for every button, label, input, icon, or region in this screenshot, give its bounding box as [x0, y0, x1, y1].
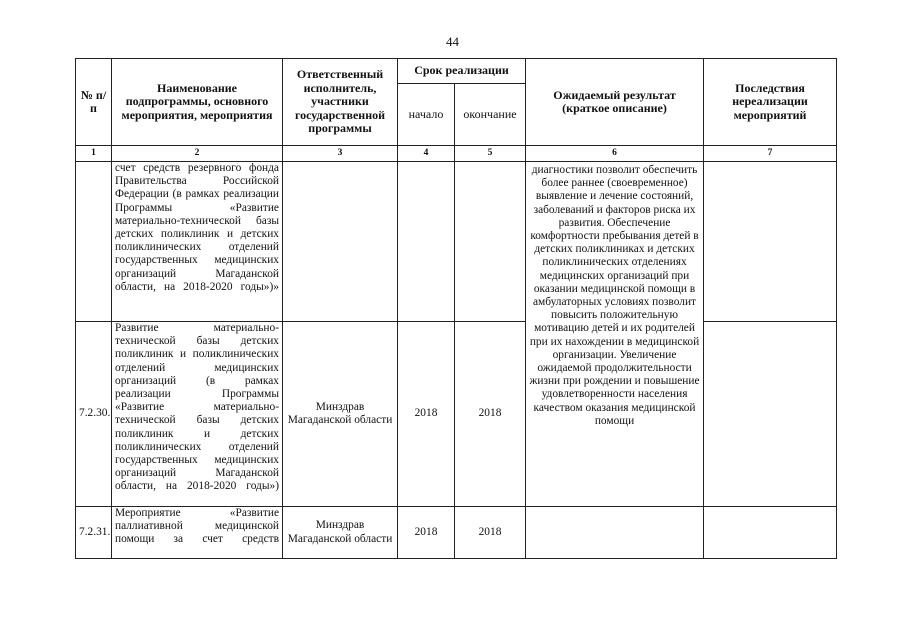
col-number: 2	[112, 146, 283, 162]
row-consequences	[704, 162, 837, 322]
col-number: 5	[455, 146, 526, 162]
row-end: 2018	[455, 322, 526, 507]
row-consequences	[704, 507, 837, 559]
header-result: Ожидаемый результат (краткое описание)	[526, 59, 704, 146]
row-start: 2018	[398, 322, 455, 507]
row-executor: Минздрав Магаданской области	[283, 322, 398, 507]
col-number: 1	[76, 146, 112, 162]
row-result	[526, 507, 704, 559]
header-start: начало	[398, 84, 455, 146]
header-num: № п/п	[76, 59, 112, 146]
row-start	[398, 162, 455, 322]
row-num: 7.2.30.	[76, 322, 112, 507]
row-end	[455, 162, 526, 322]
row-name: Мероприятие «Развитие паллиативной медицинской помощи за счет средств	[112, 507, 283, 559]
header-executor: Ответственный исполнитель, участники государственной программы	[283, 59, 398, 146]
header-period: Срок реализации	[398, 59, 526, 84]
header-name: Наименование подпрограммы, основного мероприятия, мероприятия	[112, 59, 283, 146]
row-name: Развитие материально-технической базы детских поликлиник и поликлинических отделений медицинских организаций (в рамках реализации Программы «Развитие материально-технической базы детских поликлиник и детских поликлинических отделений государственных медицинских организаций Магаданской области, на 2018-2020 годы»)	[112, 322, 283, 507]
page-number: 44	[446, 34, 459, 49]
col-number: 6	[526, 146, 704, 162]
row-name: счет средств резервного фонда Правительства Российской Федерации (в рамках реализации Программы «Развитие материально-технической базы детских поликлиник и детских поликлинических отделений государственных медицинских организаций Магаданской области, на 2018-2020 годы»)»	[112, 162, 283, 322]
column-number-row	[76, 146, 837, 162]
row-consequences	[704, 322, 837, 507]
col-number: 7	[704, 146, 837, 162]
row-num	[76, 162, 112, 322]
table-row	[76, 162, 837, 322]
row-num: 7.2.31.	[76, 507, 112, 559]
table-row	[76, 322, 837, 507]
header-consequences: Последствия нереализации мероприятий	[704, 59, 837, 146]
table-row	[76, 507, 837, 559]
program-table	[75, 58, 837, 559]
col-number: 4	[398, 146, 455, 162]
row-executor: Минздрав Магаданской области	[283, 507, 398, 559]
row-start: 2018	[398, 507, 455, 559]
row-executor	[283, 162, 398, 322]
expected-result: диагностики позволит обеспечить более раннее (своевременное) выявление и лечение состояний, заболеваний и факторов риска их развития. Обеспечение комфортности пребывания детей в детских поликлиниках и детских поликлинических отделениях медицинских организаций при оказании медицинской помощи в амбулаторных условиях позволит повысить положительную мотивацию детей и их родителей при их нахождении в медицинской организации. Увеличение ожидаемой продолжительности жизни при рождении и повышение удовлетворенности населения качеством оказания медицинской помощи	[526, 162, 704, 507]
header-end: окончание	[455, 84, 526, 146]
col-number: 3	[283, 146, 398, 162]
header-row	[76, 59, 837, 84]
row-end: 2018	[455, 507, 526, 559]
